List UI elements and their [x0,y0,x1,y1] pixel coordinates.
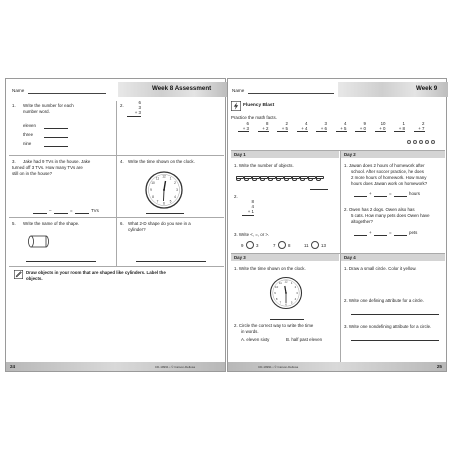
answer-line[interactable] [54,213,68,214]
day-3-header: Day 3 [231,254,339,261]
svg-text:10: 10 [151,181,155,185]
compare-circle[interactable] [246,241,254,249]
math-fact: 4 + 5 [336,121,347,132]
answer-line[interactable] [354,196,367,197]
svg-text:7: 7 [279,300,282,305]
answer-line[interactable] [394,196,407,197]
svg-text:7: 7 [156,199,159,204]
svg-text:9: 9 [274,291,276,295]
number-word: nine [23,141,32,146]
row-divider [9,266,224,267]
svg-text:1: 1 [290,281,293,285]
svg-text:9: 9 [150,188,152,192]
svg-text:11: 11 [155,176,160,181]
pot-icon [276,176,281,181]
svg-text:4: 4 [294,296,297,301]
svg-text:2: 2 [174,181,176,185]
page-title: Week 8 Assessment [152,85,212,92]
answer-line[interactable] [146,213,184,214]
svg-text:5: 5 [290,300,293,305]
pot-icon [316,176,321,181]
answer-line[interactable] [136,261,206,262]
compare-circle[interactable] [278,241,286,249]
pot-icon [260,176,265,181]
answer-line[interactable] [44,137,68,138]
progress-bubble[interactable] [413,140,417,144]
fluency-title: Fluency Blast [243,103,275,108]
right-header [228,82,446,97]
svg-text:8: 8 [275,296,278,301]
page-title: Week 9 [416,85,438,92]
answer-line[interactable] [44,146,68,147]
right-worksheet-page: Name Week 9 Fluency Blast Practice the math facts. 6 + 3 8 + 2 2 + 5 4 + 4 3 + 6 4 + 5 9 + 0 10 + 0 1 + 8 2 + 7 Day 1 1. Write the number of objects. 2. 8 4 + 1 3. Write <, =, or >. 9 3 7 8 11 13 Day 2 1. Jawan does 2 hours of homework after school. After soccer practice, he does 2 more hours of homework. How many hours does Jawan work on homework? + = hours 2. Owen has 2 dogs. Owen also has 5 cats. How many pets does Owen have altogether? + = pets Day 3 1. Write the time shown on the clock. 12 1 2 3 4 5 6 7 8 9 10 11 2. Circle the correct way to write the time in words. A. eleven sixty B. half past eleven Day 4 1. Draw a small circle. Color it yellow. 2. Write one defining attribute for a circle. 3. Write one nondefining attribute for a circle. CD-19991 • © Carson-Dellosa 25 [227,78,447,372]
pot-icon [236,176,241,181]
day-2-header: Day 2 [341,151,445,158]
svg-text:1: 1 [169,176,172,181]
day-1-header: Day 1 [231,151,339,158]
math-fact: 10 + 0 [375,121,386,132]
name-line [248,93,334,94]
svg-text:5: 5 [169,199,172,204]
math-fact: 2 + 5 [277,121,288,132]
page-number: 25 [436,364,442,369]
svg-text:3: 3 [296,291,298,295]
answer-line[interactable] [351,340,439,341]
lightning-icon [231,101,241,111]
left-worksheet-page: Name Week 8 Assessment 1. Write the number for each number word. eleven three nine 2. 6 3 + 3 3. Jake had 9 TVs in the house. Jake turned off 3 TVs. How many TVs are still on in the house? – = TVs 4. Write the time shown on the clock. 12 1 2 3 4 5 6 7 8 9 10 11 5. Write the name of the shape. 6. What 2-D shape do you see in a cylinder? Draw objects in your room that are shaped like cylinders. Label the objects. 24 CD-19991 • © Carson-Dellosa [5,78,226,372]
left-header [6,82,225,97]
progress-bubble[interactable] [407,140,411,144]
row-divider [9,217,224,218]
pot-icon [292,176,297,181]
svg-text:12: 12 [284,279,288,284]
pot-icon [300,176,305,181]
addition-problem: 8 4 + 1 [242,199,254,216]
page-footer [228,362,446,371]
math-fact: 9 + 0 [355,121,366,132]
pot-icon [252,176,257,181]
math-fact: 4 + 4 [297,121,308,132]
pencil-icon [14,270,23,279]
svg-text:6: 6 [285,302,287,307]
clock-icon [144,170,184,210]
svg-text:6: 6 [163,201,165,206]
answer-line[interactable] [26,261,96,262]
math-fact: 6 + 3 [238,121,249,132]
pot-icon [284,176,289,181]
answer-line[interactable] [374,235,387,236]
answer-line[interactable] [354,235,367,236]
math-fact: 2 + 7 [414,121,425,132]
answer-line[interactable] [351,314,439,315]
option-a[interactable]: A. eleven sixty [241,337,270,342]
math-fact: 3 + 6 [316,121,327,132]
answer-line[interactable] [75,213,89,214]
name-line [28,93,106,94]
clock-icon [269,276,303,310]
day-4-header: Day 4 [341,254,445,261]
progress-bubble[interactable] [419,140,423,144]
svg-text:12: 12 [162,174,166,179]
answer-line[interactable] [310,189,328,190]
page-number: 24 [10,364,16,369]
progress-bubble[interactable] [425,140,429,144]
math-fact: 1 + 8 [394,121,405,132]
column-divider [116,101,117,266]
page-footer [6,362,225,371]
footer-credit: CD-19991 • © Carson-Dellosa [154,364,195,369]
number-word: three [23,132,34,137]
svg-text:4: 4 [174,194,176,199]
compare-circle[interactable] [311,241,319,249]
progress-bubble[interactable] [431,140,435,144]
svg-text:8: 8 [152,194,154,199]
answer-line[interactable] [394,235,407,236]
footer-credit: CD-19991 • © Carson-Dellosa [258,364,299,369]
svg-text:11: 11 [278,281,282,285]
row-divider [9,155,224,156]
answer-line[interactable] [374,196,387,197]
cylinder-icon [28,235,50,248]
pot-icon [268,176,273,181]
answer-line[interactable] [44,128,68,129]
pot-icon [244,176,249,181]
name-label: Name [232,88,245,93]
svg-text:10: 10 [275,285,279,289]
answer-line[interactable] [33,213,47,214]
answer-line[interactable] [270,319,304,320]
pot-icon [308,176,313,181]
option-b[interactable]: B. half past eleven [286,337,323,342]
svg-text:3: 3 [176,188,178,192]
svg-text:2: 2 [294,285,297,289]
number-word: eleven [23,123,36,128]
addition-problem: 6 3 + 3 [127,100,141,117]
fluency-instruction: Practice the math facts. [231,115,277,120]
name-label: Name [12,88,25,93]
math-fact: 8 + 2 [258,121,269,132]
